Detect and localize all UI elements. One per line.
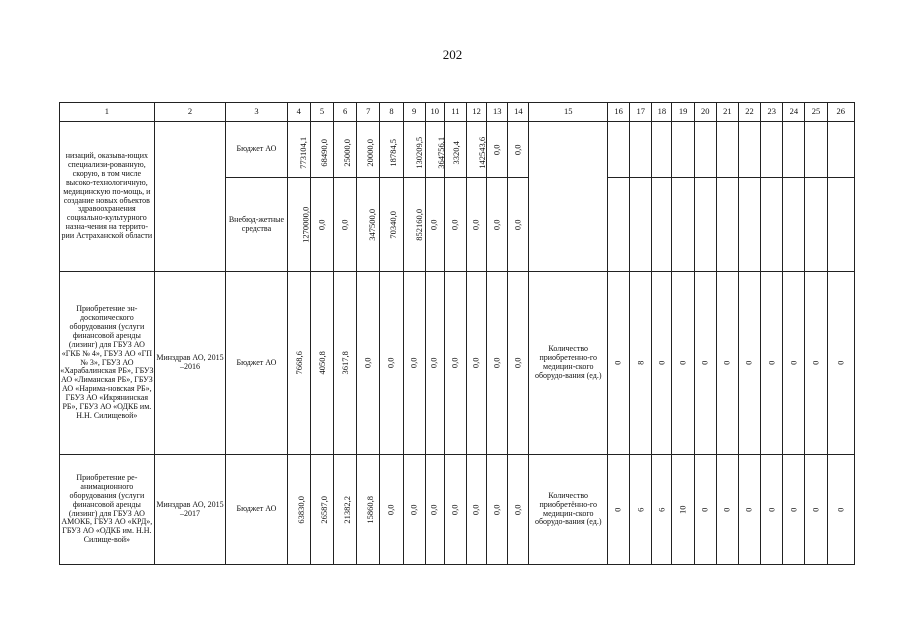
table-row: [60, 122, 855, 178]
column-number: 1: [60, 103, 155, 122]
row-description: Приобретение эн-доскопического оборудования (услуги финансовой аренды (лизинг) для ГБУЗ АО «ГКБ № 4», ГБУЗ АО «ГП № 3», ГБУЗ АО «Харабалинская РБ», ГБУЗ АО «Лиманская РБ», ГБУЗ АО «Нарима-новская РБ», ГБУЗ АО «Икрянинская РБ», ГБУЗ АО «ОДКБ им. Н.Н. Силищевой»: [60, 272, 155, 455]
value-cell: 142543,6: [467, 122, 487, 178]
indicator-value-cell: 0: [738, 272, 760, 455]
value-cell: 0,0: [380, 455, 403, 565]
value-cell: 0,0: [508, 122, 529, 178]
value-cell: 364756,1: [425, 122, 444, 178]
indicator-value-cell: 0: [783, 455, 805, 565]
column-number: 21: [716, 103, 738, 122]
value-cell: 18784,5: [380, 122, 403, 178]
value-cell: 0,0: [310, 178, 333, 272]
row-indicator: [529, 122, 608, 272]
indicator-value-cell: 6: [630, 455, 652, 565]
indicator-value-cell: 0: [738, 455, 760, 565]
value-cell: 63830,0: [287, 455, 310, 565]
value-cell: 0,0: [425, 455, 444, 565]
row-indicator: Количество приобретённо-го медицин-ского оборудо-вания (ед.): [529, 455, 608, 565]
column-number-row: [60, 103, 855, 122]
value-cell: 0,0: [487, 122, 508, 178]
value-cell: 0,0: [467, 272, 487, 455]
value-cell: 3320,4: [444, 122, 466, 178]
value-cell: 70340,0: [380, 178, 403, 272]
value-cell: 773104,1: [287, 122, 310, 178]
indicator-value-cell: 8: [630, 272, 652, 455]
program-table: [59, 102, 855, 565]
value-cell: 4050,8: [310, 272, 333, 455]
row-funding-source: Бюджет АО: [226, 455, 287, 565]
indicator-value-cell: 0: [652, 272, 672, 455]
indicator-value-cell: 0: [694, 455, 716, 565]
value-cell: 0,0: [403, 455, 425, 565]
value-cell: 130209,5: [403, 122, 425, 178]
indicator-value-cell: 0: [716, 272, 738, 455]
value-cell: 0,0: [508, 178, 529, 272]
row-description: Приобретение ре-анимационного оборудования (услуги финансовой аренды (лизинг) для ГБУЗ АО АМОКБ, ГБУЗ АО «КРД», ГБУЗ АО «ОДКБ им. Н.Н. Силище-вой»: [60, 455, 155, 565]
indicator-value-cell: 0: [827, 455, 854, 565]
column-number: 4: [287, 103, 310, 122]
value-cell: 0,0: [487, 455, 508, 565]
value-cell: 0,0: [403, 272, 425, 455]
row-executor: Минздрав АО, 2015 –2017: [154, 455, 226, 565]
row-executor: Минздрав АО, 2015 –2016: [154, 272, 226, 455]
value-cell: 0,0: [334, 178, 357, 272]
column-number: 25: [805, 103, 827, 122]
column-number: 2: [154, 103, 226, 122]
row-executor: [154, 122, 226, 272]
column-number: 8: [380, 103, 403, 122]
value-cell: 1270000,0: [287, 178, 310, 272]
column-number: 13: [487, 103, 508, 122]
column-number: 19: [672, 103, 694, 122]
value-cell: 0,0: [444, 455, 466, 565]
value-cell: 68490,0: [310, 122, 333, 178]
indicator-value-cell: 0: [805, 455, 827, 565]
value-cell: 3617,8: [334, 272, 357, 455]
table-row: [60, 272, 855, 455]
value-cell: 0,0: [425, 178, 444, 272]
column-number: 15: [529, 103, 608, 122]
indicator-value-cell: 0: [716, 455, 738, 565]
value-cell: 0,0: [508, 272, 529, 455]
column-number: 6: [334, 103, 357, 122]
column-number: 26: [827, 103, 854, 122]
column-number: 10: [425, 103, 444, 122]
indicator-value-cell: 0: [761, 272, 783, 455]
value-cell: 21382,2: [334, 455, 357, 565]
value-cell: 0,0: [487, 178, 508, 272]
indicator-value-cell: 0: [805, 272, 827, 455]
value-cell: 0,0: [487, 272, 508, 455]
row-funding-source: Бюджет АО: [226, 122, 287, 178]
column-number: 23: [761, 103, 783, 122]
value-cell: 0,0: [357, 272, 380, 455]
value-cell: 25000,0: [334, 122, 357, 178]
column-number: 3: [226, 103, 287, 122]
value-cell: 347500,0: [357, 178, 380, 272]
indicator-value-cell: 6: [652, 455, 672, 565]
indicator-value-cell: 0: [608, 455, 630, 565]
value-cell: 0,0: [444, 178, 466, 272]
column-number: 5: [310, 103, 333, 122]
column-number: 17: [630, 103, 652, 122]
column-number: 24: [783, 103, 805, 122]
column-number: 7: [357, 103, 380, 122]
value-cell: 26587,0: [310, 455, 333, 565]
indicator-value-cell: 0: [827, 272, 854, 455]
column-number: 14: [508, 103, 529, 122]
column-number: 18: [652, 103, 672, 122]
value-cell: 0,0: [380, 272, 403, 455]
table-row: [60, 455, 855, 565]
row-indicator: Количество приобретенно-го медицин-ского оборудо-вания (ед.): [529, 272, 608, 455]
indicator-value-cell: 0: [608, 272, 630, 455]
row-description: низаций, оказыва-ющих специализи-рованную, скорую, в том числе высоко-технологичную, медицинскую по-мощь, и создание новых объектов здравоохранения социально-культурного назна-чения на террито-рии Астраханской области: [60, 122, 155, 272]
value-cell: 20000,0: [357, 122, 380, 178]
indicator-value-cell: 0: [783, 272, 805, 455]
value-cell: 15860,8: [357, 455, 380, 565]
column-number: 9: [403, 103, 425, 122]
value-cell: 0,0: [425, 272, 444, 455]
value-cell: 852160,0: [403, 178, 425, 272]
value-cell: 0,0: [444, 272, 466, 455]
indicator-value-cell: 0: [672, 272, 694, 455]
value-cell: 0,0: [467, 455, 487, 565]
row-funding-source: Бюджет АО: [226, 272, 287, 455]
column-number: 22: [738, 103, 760, 122]
page-number: 202: [442, 47, 463, 62]
row-funding-source: Внебюд-жетные средства: [226, 178, 287, 272]
indicator-value-cell: 0: [694, 272, 716, 455]
column-number: 20: [694, 103, 716, 122]
indicator-value-cell: 0: [761, 455, 783, 565]
value-cell: 0,0: [467, 178, 487, 272]
value-cell: 0,0: [508, 455, 529, 565]
value-cell: 7668,6: [287, 272, 310, 455]
column-number: 12: [467, 103, 487, 122]
column-number: 16: [608, 103, 630, 122]
indicator-value-cell: 10: [672, 455, 694, 565]
column-number: 11: [444, 103, 466, 122]
